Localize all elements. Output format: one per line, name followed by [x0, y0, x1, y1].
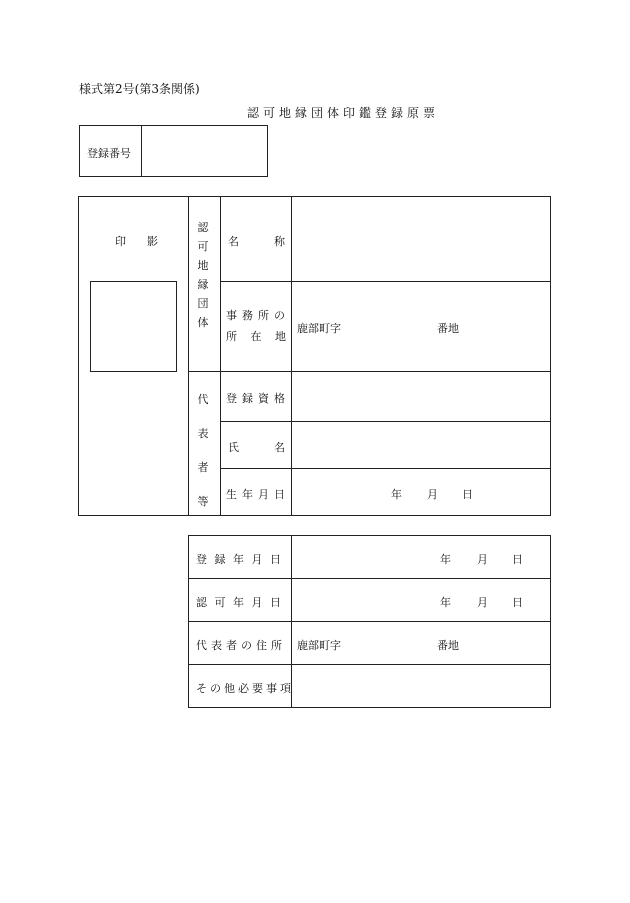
name-label-2: 称	[274, 235, 285, 248]
rep-address-prefix: 鹿部町字	[297, 639, 341, 652]
birthdate-month: 月	[427, 488, 438, 501]
name-label: 名	[228, 235, 239, 248]
approval-date-year: 年	[440, 596, 451, 609]
rep-name-label-2: 名	[274, 441, 285, 454]
birthdate-label: 生年月日	[226, 488, 290, 501]
approval-date-label: 認 可 年 月 日	[196, 596, 283, 609]
registration-date-label: 登 録 年 月 日	[196, 553, 283, 566]
office-location-label-line1: 事務所の	[226, 309, 290, 322]
rep-name-label: 氏	[228, 441, 239, 454]
form-number-label: 様式第2号(第3条関係)	[79, 82, 200, 96]
birthdate-year: 年	[391, 488, 402, 501]
seal-impression-label: 印 影	[115, 235, 163, 248]
office-address-prefix: 鹿部町字	[297, 322, 341, 335]
registration-date-year: 年	[440, 553, 451, 566]
registration-date-day: 日	[512, 553, 523, 566]
org-side-label: 認 可 地 縁 団 体	[197, 221, 209, 329]
seal-impression-box	[90, 281, 177, 372]
other-items-field[interactable]	[292, 665, 550, 707]
approval-date-month: 月	[477, 596, 488, 609]
registration-number-label: 登録番号	[87, 147, 131, 160]
name-field[interactable]	[292, 197, 550, 280]
other-items-label: その他必要事項	[196, 682, 294, 695]
document-title: 認可地縁団体印鑑登録原票	[246, 106, 439, 120]
representative-side-label: 代 表 者 等	[197, 393, 209, 508]
birthdate-day: 日	[462, 488, 473, 501]
office-location-label-line2: 所 在 地	[226, 330, 291, 343]
rep-name-field[interactable]	[292, 422, 550, 467]
office-address-suffix: 番地	[437, 322, 459, 335]
approval-date-day: 日	[512, 596, 523, 609]
rep-address-label: 代表者の住所	[196, 639, 286, 652]
registration-date-month: 月	[477, 553, 488, 566]
qualification-label: 登録資格	[226, 392, 290, 405]
rep-address-suffix: 番地	[437, 639, 459, 652]
registration-number-field[interactable]	[142, 126, 267, 176]
qualification-field[interactable]	[292, 372, 550, 420]
